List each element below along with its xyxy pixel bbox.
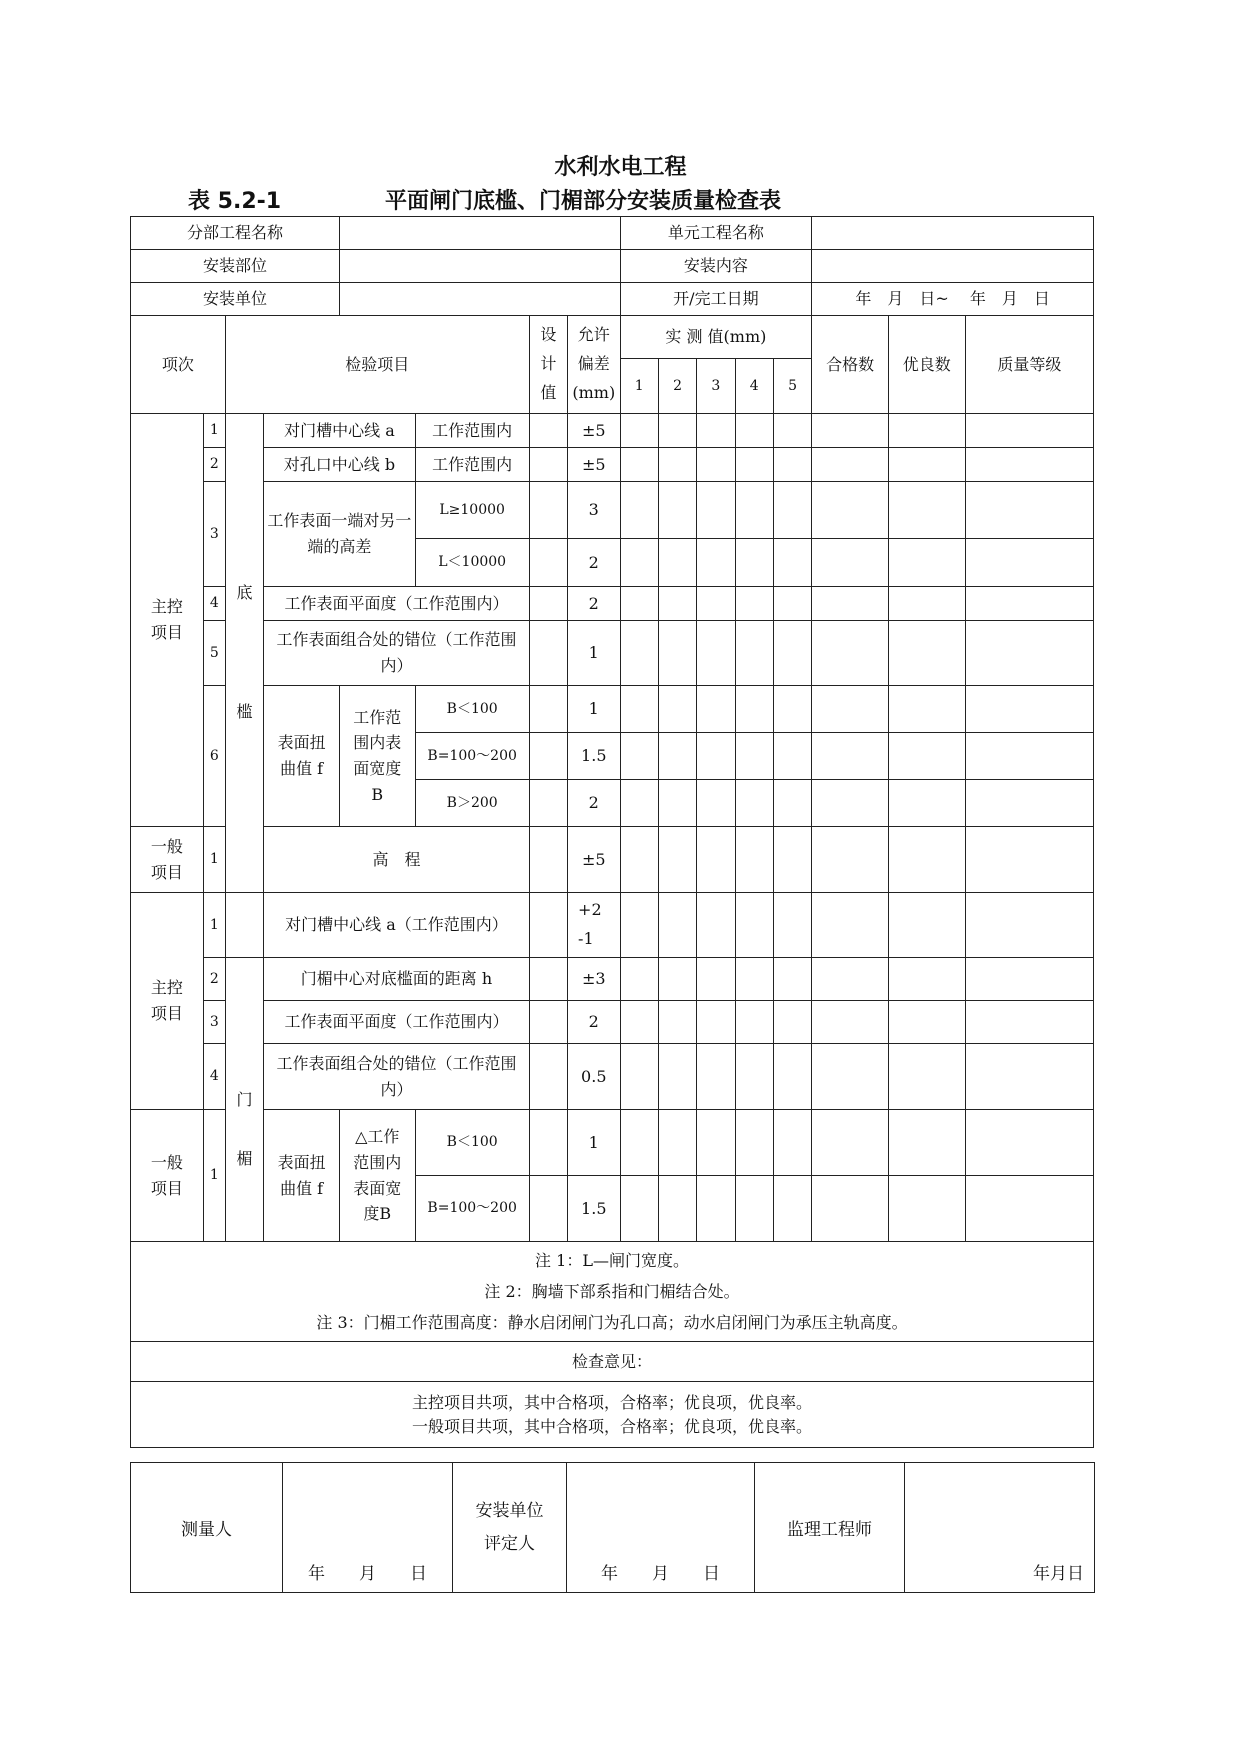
check-item: 对门槽中心线 a（工作范围内） xyxy=(264,893,529,958)
check-item: 表面扭曲值 f xyxy=(264,1110,340,1242)
part-char: 楣 xyxy=(236,1148,253,1168)
measured-cell[interactable] xyxy=(735,539,773,587)
col-excellent-count: 优良数 xyxy=(888,316,965,414)
grade-cell[interactable] xyxy=(965,827,1093,893)
summary xyxy=(131,1382,1094,1448)
measured-cell[interactable] xyxy=(697,827,735,893)
measured-cell[interactable] xyxy=(620,780,658,827)
check-item: 工作表面组合处的错位（工作范围内） xyxy=(264,1044,529,1110)
tolerance: 2 xyxy=(568,539,620,587)
inspection-opinion[interactable]: 检查意见： xyxy=(131,1342,1094,1382)
measured-cell[interactable] xyxy=(773,587,811,621)
note-3: 注 3：门楣工作范围高度：静水启闭闸门为孔口高；动水启闭闸门为承压主轨高度。 xyxy=(316,1313,908,1333)
measurer-label: 测量人 xyxy=(131,1463,283,1593)
check-item: 门楣中心对底槛面的距离 h xyxy=(264,958,529,1001)
design-value[interactable] xyxy=(529,1176,567,1242)
design-value[interactable] xyxy=(529,482,567,539)
measured-cell[interactable] xyxy=(697,893,735,958)
measured-cell[interactable] xyxy=(773,733,811,780)
lintel-general-label: 一般 项目 xyxy=(131,1110,204,1242)
check-item: 对孔口中心线 b xyxy=(264,448,415,482)
tolerance: 3 xyxy=(568,482,620,539)
measured-cell[interactable] xyxy=(697,482,735,539)
row-no: 2 xyxy=(203,958,225,1001)
pass-cell[interactable] xyxy=(812,733,889,780)
row-no: 4 xyxy=(203,1044,225,1110)
grade-cell[interactable] xyxy=(965,587,1093,621)
measured-cell[interactable] xyxy=(735,1176,773,1242)
sill-row-4 xyxy=(131,587,1094,621)
measured-cell[interactable] xyxy=(697,621,735,686)
lintel-part-label xyxy=(225,958,263,1242)
measurer-sign[interactable] xyxy=(283,1463,453,1593)
design-value[interactable] xyxy=(529,587,567,621)
pass-cell[interactable] xyxy=(812,587,889,621)
excellent-cell[interactable] xyxy=(888,1044,965,1110)
grade-cell[interactable] xyxy=(965,958,1093,1001)
grade-cell[interactable] xyxy=(965,1044,1093,1110)
pass-cell[interactable] xyxy=(812,539,889,587)
measured-cell[interactable] xyxy=(658,958,696,1001)
table-number: 表 5.2-1 xyxy=(188,189,282,214)
excellent-cell[interactable] xyxy=(888,448,965,482)
unit-project-value[interactable] xyxy=(812,217,1094,250)
tolerance: 1.5 xyxy=(568,733,620,780)
measured-cell[interactable] xyxy=(658,1001,696,1044)
pass-cell[interactable] xyxy=(812,1176,889,1242)
condition: B=100～200 xyxy=(415,1176,529,1242)
measured-cell[interactable] xyxy=(658,414,696,448)
measured-cell[interactable] xyxy=(735,827,773,893)
excellent-cell[interactable] xyxy=(888,780,965,827)
measured-cell[interactable] xyxy=(697,1176,735,1242)
grade-cell[interactable] xyxy=(965,733,1093,780)
tolerance: 2 xyxy=(568,780,620,827)
measured-cell[interactable] xyxy=(735,1110,773,1176)
design-value[interactable] xyxy=(529,1001,567,1044)
tolerance-line: (mm) xyxy=(572,382,616,402)
supervisor-label: 监理工程师 xyxy=(755,1463,905,1593)
lintel-row-1 xyxy=(131,893,1094,958)
sill-row-3a xyxy=(131,482,1094,539)
measured-cell[interactable] xyxy=(658,686,696,733)
tolerance-lower: -1 xyxy=(578,929,594,948)
tolerance: 1 xyxy=(568,686,620,733)
pass-cell[interactable] xyxy=(812,958,889,1001)
document-title: 水利水电工程 xyxy=(554,155,687,180)
grade-cell[interactable] xyxy=(965,482,1093,539)
sill-part-label xyxy=(225,414,263,893)
grade-cell[interactable] xyxy=(965,414,1093,448)
measured-cell[interactable] xyxy=(620,733,658,780)
condition: B=100～200 xyxy=(415,733,529,780)
measured-cell[interactable] xyxy=(658,733,696,780)
measured-cell[interactable] xyxy=(620,1110,658,1176)
design-value[interactable] xyxy=(529,414,567,448)
measured-cell[interactable] xyxy=(735,621,773,686)
tolerance: ±5 xyxy=(568,414,620,448)
design-value[interactable] xyxy=(529,733,567,780)
measured-cell[interactable] xyxy=(658,621,696,686)
measured-cell[interactable] xyxy=(735,1044,773,1110)
measured-cell[interactable] xyxy=(773,958,811,1001)
condition: B＜100 xyxy=(415,1110,529,1176)
measured-cell[interactable] xyxy=(620,1044,658,1110)
grade-cell[interactable] xyxy=(965,686,1093,733)
measured-cell[interactable] xyxy=(658,482,696,539)
excellent-cell[interactable] xyxy=(888,1110,965,1176)
measured-cell[interactable] xyxy=(773,686,811,733)
pass-cell[interactable] xyxy=(812,448,889,482)
measured-cell[interactable] xyxy=(658,893,696,958)
info-row-3 xyxy=(131,283,1094,316)
check-item: 工作表面组合处的错位（工作范围内） xyxy=(264,621,529,686)
info-row-1 xyxy=(131,217,1094,250)
sill-row-1 xyxy=(131,414,1094,448)
measured-cell[interactable] xyxy=(735,686,773,733)
design-value[interactable] xyxy=(529,958,567,1001)
row-no: 1 xyxy=(203,414,225,448)
sub-item: 工作范围内表面宽度 B xyxy=(339,686,415,827)
install-location-label: 安装部位 xyxy=(131,250,340,283)
col-measured: 实 测 值(mm) xyxy=(620,316,812,359)
table-name: 平面闸门底槛、门楣部分安装质量检查表 xyxy=(385,189,782,214)
lintel-blank xyxy=(225,893,263,958)
measured-cell[interactable] xyxy=(735,733,773,780)
excellent-cell[interactable] xyxy=(888,482,965,539)
measured-cell[interactable] xyxy=(658,539,696,587)
tolerance: ±5 xyxy=(568,827,620,893)
measured-cell[interactable] xyxy=(658,827,696,893)
table-heading xyxy=(130,184,1110,214)
lintel-main-label: 主控 项目 xyxy=(131,893,204,1110)
col-m3: 3 xyxy=(697,359,735,414)
lintel-row-2 xyxy=(131,958,1094,1001)
col-check-item: 检验项目 xyxy=(225,316,529,414)
grade-cell[interactable] xyxy=(965,621,1093,686)
measured-cell[interactable] xyxy=(697,587,735,621)
measured-cell[interactable] xyxy=(773,448,811,482)
sill-general-row xyxy=(131,827,1094,893)
lintel-general-row-a xyxy=(131,1110,1094,1176)
measured-cell[interactable] xyxy=(658,587,696,621)
measured-cell[interactable] xyxy=(620,1176,658,1242)
pass-cell[interactable] xyxy=(812,827,889,893)
check-item: 表面扭曲值 f xyxy=(264,686,340,827)
row-no: 1 xyxy=(203,1110,225,1242)
check-item: 工作表面平面度（工作范围内） xyxy=(264,1001,529,1044)
measured-cell[interactable] xyxy=(620,587,658,621)
measured-cell[interactable] xyxy=(620,958,658,1001)
condition: 工作范围内 xyxy=(415,414,529,448)
row-no: 1 xyxy=(203,827,225,893)
supervisor-sign[interactable] xyxy=(905,1463,1095,1593)
tolerance-line: 允许 xyxy=(577,325,610,345)
grade-cell[interactable] xyxy=(965,1110,1093,1176)
col-m5: 5 xyxy=(773,359,811,414)
col-design-value xyxy=(529,316,567,414)
measured-cell[interactable] xyxy=(658,1176,696,1242)
install-unit-value[interactable] xyxy=(339,283,620,316)
design-value-line: 设 xyxy=(540,325,557,345)
col-grade: 质量等级 xyxy=(965,316,1093,414)
excellent-cell[interactable] xyxy=(888,733,965,780)
design-value-line: 值 xyxy=(540,382,557,402)
measured-cell[interactable] xyxy=(697,733,735,780)
measured-cell[interactable] xyxy=(735,587,773,621)
pass-cell[interactable] xyxy=(812,686,889,733)
lintel-row-4 xyxy=(131,1044,1094,1110)
measured-cell[interactable] xyxy=(620,893,658,958)
check-item: 对门槽中心线 a xyxy=(264,414,415,448)
pass-cell[interactable] xyxy=(812,1044,889,1110)
date-label: 开/完工日期 xyxy=(620,283,812,316)
sill-row-2 xyxy=(131,448,1094,482)
measured-cell[interactable] xyxy=(658,448,696,482)
measured-cell[interactable] xyxy=(735,1001,773,1044)
grade-cell[interactable] xyxy=(965,1001,1093,1044)
header-row-1 xyxy=(131,316,1094,359)
note-2: 注 2：胸墙下部系指和门楣结合处。 xyxy=(484,1281,740,1301)
pass-cell[interactable] xyxy=(812,893,889,958)
design-value[interactable] xyxy=(529,1044,567,1110)
measured-cell[interactable] xyxy=(620,827,658,893)
supervisor-date: 年月日 xyxy=(1033,1564,1084,1584)
measured-cell[interactable] xyxy=(773,893,811,958)
condition: B＞200 xyxy=(415,780,529,827)
inspection-table xyxy=(130,216,1094,1448)
measured-cell[interactable] xyxy=(620,621,658,686)
grade-cell[interactable] xyxy=(965,780,1093,827)
row-no: 2 xyxy=(203,448,225,482)
design-value[interactable] xyxy=(529,893,567,958)
info-row-2 xyxy=(131,250,1094,283)
measured-cell[interactable] xyxy=(658,780,696,827)
measured-cell[interactable] xyxy=(697,1001,735,1044)
sill-main-label: 主控 项目 xyxy=(131,414,204,827)
tolerance: 0.5 xyxy=(568,1044,620,1110)
install-eval-date: 年 月 日 xyxy=(601,1564,720,1584)
row-no: 1 xyxy=(203,893,225,958)
note-1: 注 1：L—闸门宽度。 xyxy=(535,1250,689,1270)
design-value[interactable] xyxy=(529,686,567,733)
sill-row-5 xyxy=(131,621,1094,686)
summary-general: 一般项目共项，其中合格项，合格率；优良项，优良率。 xyxy=(411,1416,812,1436)
row-no: 3 xyxy=(203,482,225,587)
lintel-row-3 xyxy=(131,1001,1094,1044)
sill-general-label: 一般 项目 xyxy=(131,827,204,893)
measured-cell[interactable] xyxy=(735,780,773,827)
excellent-cell[interactable] xyxy=(888,587,965,621)
condition: B＜100 xyxy=(415,686,529,733)
measured-cell[interactable] xyxy=(773,780,811,827)
row-no: 6 xyxy=(203,686,225,827)
check-item: 高 程 xyxy=(264,827,529,893)
pass-cell[interactable] xyxy=(812,482,889,539)
design-value[interactable] xyxy=(529,539,567,587)
opinion-row xyxy=(131,1342,1094,1382)
condition: 工作范围内 xyxy=(415,448,529,482)
pass-cell[interactable] xyxy=(812,1110,889,1176)
install-eval-sign[interactable] xyxy=(567,1463,755,1593)
excellent-cell[interactable] xyxy=(888,539,965,587)
excellent-cell[interactable] xyxy=(888,827,965,893)
excellent-cell[interactable] xyxy=(888,621,965,686)
tolerance: 1.5 xyxy=(568,1176,620,1242)
pass-cell[interactable] xyxy=(812,1001,889,1044)
measured-cell[interactable] xyxy=(773,1001,811,1044)
grade-cell[interactable] xyxy=(965,539,1093,587)
date-value[interactable]: 年 月 日~ 年 月 日 xyxy=(812,283,1094,316)
tolerance: ±5 xyxy=(568,448,620,482)
part-char: 槛 xyxy=(236,702,253,721)
sill-row-6a xyxy=(131,686,1094,733)
pass-cell[interactable] xyxy=(812,621,889,686)
excellent-cell[interactable] xyxy=(888,1001,965,1044)
measured-cell[interactable] xyxy=(697,539,735,587)
excellent-cell[interactable] xyxy=(888,958,965,1001)
measured-cell[interactable] xyxy=(773,827,811,893)
unit-project-label: 单元工程名称 xyxy=(620,217,812,250)
tolerance: 1 xyxy=(568,621,620,686)
install-content-label: 安装内容 xyxy=(620,250,812,283)
measured-cell[interactable] xyxy=(697,414,735,448)
col-item-no: 项次 xyxy=(131,316,226,414)
grade-cell[interactable] xyxy=(965,1176,1093,1242)
measured-cell[interactable] xyxy=(735,448,773,482)
sub-item: △工作范围内表面宽度B xyxy=(339,1110,415,1242)
measured-cell[interactable] xyxy=(773,1044,811,1110)
measured-cell[interactable] xyxy=(773,482,811,539)
design-value[interactable] xyxy=(529,448,567,482)
tolerance: ±3 xyxy=(568,958,620,1001)
measured-cell[interactable] xyxy=(620,482,658,539)
excellent-cell[interactable] xyxy=(888,686,965,733)
grade-cell[interactable] xyxy=(965,893,1093,958)
design-value[interactable] xyxy=(529,827,567,893)
tolerance: 1 xyxy=(568,1110,620,1176)
measured-cell[interactable] xyxy=(697,686,735,733)
install-content-value[interactable] xyxy=(812,250,1094,283)
measured-cell[interactable] xyxy=(735,482,773,539)
col-m1: 1 xyxy=(620,359,658,414)
condition: L≥10000 xyxy=(415,482,529,539)
pass-cell[interactable] xyxy=(812,414,889,448)
measured-cell[interactable] xyxy=(620,539,658,587)
measured-cell[interactable] xyxy=(620,1001,658,1044)
measured-cell[interactable] xyxy=(697,1110,735,1176)
excellent-cell[interactable] xyxy=(888,893,965,958)
notes xyxy=(131,1242,1094,1342)
col-pass-count: 合格数 xyxy=(812,316,889,414)
measured-cell[interactable] xyxy=(658,1044,696,1110)
notes-row xyxy=(131,1242,1094,1342)
measured-cell[interactable] xyxy=(658,1110,696,1176)
row-no: 4 xyxy=(203,587,225,621)
sub-project-value[interactable] xyxy=(339,217,620,250)
col-m2: 2 xyxy=(658,359,696,414)
sub-project-label: 分部工程名称 xyxy=(131,217,340,250)
measured-cell[interactable] xyxy=(620,448,658,482)
grade-cell[interactable] xyxy=(965,448,1093,482)
col-m4: 4 xyxy=(735,359,773,414)
measured-cell[interactable] xyxy=(735,893,773,958)
signature-table xyxy=(130,1462,1095,1593)
design-value-line: 计 xyxy=(540,354,557,374)
measured-cell[interactable] xyxy=(697,1044,735,1110)
pass-cell[interactable] xyxy=(812,780,889,827)
check-item: 工作表面一端对另一端的高差 xyxy=(264,482,415,587)
summary-main: 主控项目共项，其中合格项，合格率；优良项，优良率。 xyxy=(411,1393,812,1413)
excellent-cell[interactable] xyxy=(888,414,965,448)
measured-cell[interactable] xyxy=(773,414,811,448)
install-location-value[interactable] xyxy=(339,250,620,283)
measured-cell[interactable] xyxy=(620,414,658,448)
measured-cell[interactable] xyxy=(620,686,658,733)
check-item: 工作表面平面度（工作范围内） xyxy=(264,587,529,621)
row-no: 3 xyxy=(203,1001,225,1044)
summary-row xyxy=(131,1382,1094,1448)
design-value[interactable] xyxy=(529,621,567,686)
condition: L＜10000 xyxy=(415,539,529,587)
measured-cell[interactable] xyxy=(773,539,811,587)
measured-cell[interactable] xyxy=(773,621,811,686)
tolerance-line: 偏差 xyxy=(577,354,610,374)
measured-cell[interactable] xyxy=(735,958,773,1001)
tolerance xyxy=(568,893,620,958)
tolerance: 2 xyxy=(568,1001,620,1044)
excellent-cell[interactable] xyxy=(888,1176,965,1242)
measured-cell[interactable] xyxy=(773,1176,811,1242)
part-char: 门 xyxy=(236,1089,253,1109)
design-value[interactable] xyxy=(529,1110,567,1176)
tolerance-upper: +2 xyxy=(578,900,602,920)
measurer-date: 年 月 日 xyxy=(308,1564,427,1584)
install-eval-label: 安装单位 评定人 xyxy=(453,1463,567,1593)
measured-cell[interactable] xyxy=(697,448,735,482)
measured-cell[interactable] xyxy=(697,958,735,1001)
install-unit-label: 安装单位 xyxy=(131,283,340,316)
measured-cell[interactable] xyxy=(697,780,735,827)
col-tolerance xyxy=(568,316,620,414)
tolerance: 2 xyxy=(568,587,620,621)
measured-cell[interactable] xyxy=(735,414,773,448)
part-char: 底 xyxy=(236,583,253,603)
measured-cell[interactable] xyxy=(773,1110,811,1176)
design-value[interactable] xyxy=(529,780,567,827)
row-no: 5 xyxy=(203,621,225,686)
